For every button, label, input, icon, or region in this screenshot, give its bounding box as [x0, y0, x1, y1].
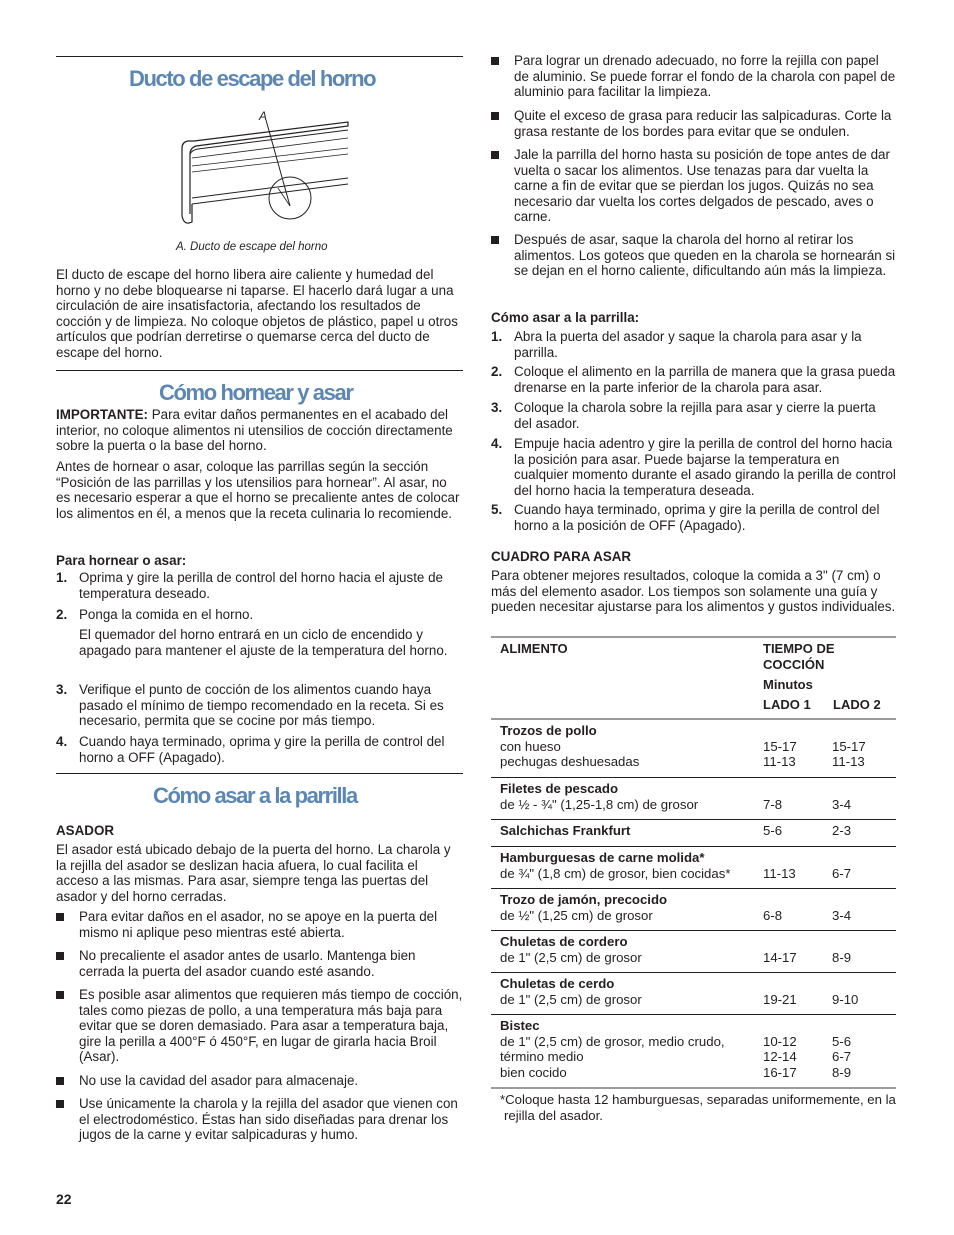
step-number: 4.: [491, 436, 503, 451]
broil-chart-intro: Para obtener mejores resultados, coloque la comida a 3" (7 cm) o más del elemento asador. Los tiempos son solamente una guía y pueden necesitar ajustarse para los alimentos y gustos individuales.: [491, 568, 896, 615]
oven-vent-illustration: [170, 108, 360, 238]
side1-time: 7-8: [763, 796, 783, 812]
step-text: Abra la puerta del asador y saque la charola para asar y la parrilla.: [514, 329, 862, 360]
table-bottom-rule: [491, 1087, 896, 1089]
bullet-text: Jale la parrilla del horno hasta su posición de tope antes de dar vuelta o sacar los alimentos. Use tenazas para dar vuelta la carne a fin de evitar que se pierdan los jugos. Quizás no sea necesario dar vuelta los cortes delgados de pescado, aves o carne.: [514, 147, 890, 225]
bullet-square-icon: [56, 1100, 64, 1108]
table-row-rule: [491, 846, 896, 847]
step-text: Oprima y gire la perilla de control del horno hacia el ajuste de temperatura deseado.: [79, 570, 443, 601]
side1-time: 16-17: [763, 1064, 797, 1080]
step-number: 2.: [56, 607, 68, 622]
bullet-text: Después de asar, saque la charola del horno al retirar los alimentos. Los goteos que queden en la charola se hornearán si se dejan en el horno caliente, dificultando aún más la limpieza.: [514, 232, 896, 279]
food-name: Trozos de pollo: [500, 723, 597, 738]
side2-time: 6-7: [832, 1049, 852, 1065]
col-header-side1: LADO 1: [763, 697, 811, 712]
food-detail: de ½ - ¾" (1,25-1,8 cm) de grosor: [500, 796, 699, 812]
step-number: 1.: [491, 329, 503, 344]
side1-time: 10-12: [763, 1033, 797, 1049]
col-header-side2: LADO 2: [833, 697, 881, 712]
bullet-text: Use únicamente la charola y la rejilla del asador que vienen con el electrodoméstico. Éstas han sido diseñadas para drenar los jugos de la carne y evitar salpicaduras y humo.: [79, 1096, 458, 1143]
section-rule: [56, 370, 463, 371]
bullet-square-icon: [56, 1077, 64, 1085]
section-title-duct: Ducto de escape del horno: [129, 66, 376, 91]
table-row-rule: [491, 930, 896, 931]
bullet-square-icon: [56, 991, 64, 999]
table-row-rule: [491, 777, 896, 778]
side2-time: 9-10: [832, 991, 859, 1007]
broil-chart-title: CUADRO PARA ASAR: [491, 549, 632, 564]
important-text: Para evitar daños permanentes en el acabado del interior, no coloque alimentos ni utensilios de cocción directamente sobre la puerta o la base del horno.: [56, 407, 453, 454]
side1-time: 14-17: [763, 949, 797, 965]
food-detail: de 1" (2,5 cm) de grosor: [500, 991, 642, 1007]
bullet-text: No use la cavidad del asador para almacenaje.: [79, 1073, 359, 1088]
side2-time: 15-17: [832, 738, 866, 754]
step-number: 3.: [56, 682, 68, 697]
bullet-square-icon: [56, 952, 64, 960]
bullet-square-icon: [491, 236, 499, 244]
bullet-text: Es posible asar alimentos que requieren más tiempo de cocción, tales como piezas de pollo, a una temperatura más baja para evitar que se doren demasiado. Para asar a temperatura baja, gire la perilla a 400°F ó 450°F, en lugar de girarla hacia Broil (Asar).: [79, 987, 463, 1065]
table-row-rule: [491, 1014, 896, 1015]
side2-time: 8-9: [832, 949, 852, 965]
col-header-time: TIEMPO DE COCCIÓN: [763, 641, 835, 672]
step-text: Coloque la charola sobre la rejilla para asar y cierre la puerta del asador.: [514, 400, 876, 431]
step-number: 3.: [491, 400, 503, 415]
table-row-rule: [491, 888, 896, 889]
food-detail: de 1" (2,5 cm) de grosor: [500, 949, 642, 965]
broil-steps-title: Cómo asar a la parrilla:: [491, 310, 640, 325]
side2-time: 2-3: [832, 823, 852, 838]
food-detail: bien cocido: [500, 1064, 567, 1080]
side2-time: 3-4: [832, 796, 852, 812]
food-detail: de ½" (1,25 cm) de grosor: [500, 907, 653, 923]
food-detail: de 1" (2,5 cm) de grosor, medio crudo,: [500, 1033, 725, 1049]
food-name: Salchichas Frankfurt: [500, 823, 631, 838]
section-title-bake: Cómo hornear y asar: [159, 380, 353, 405]
side1-time: 11-13: [763, 865, 796, 881]
food-detail: con hueso: [500, 738, 561, 754]
side1-time: 5-6: [763, 823, 783, 838]
table-row-rule: [491, 819, 896, 820]
bullet-text: Quite el exceso de grasa para reducir las salpicaduras. Corte la grasa restante de los bordes para evitar que se ondulen.: [514, 108, 892, 139]
bake-intro-text: Antes de hornear o asar, coloque las parrillas según la sección “Posición de las parrillas y los utensilios para hornear”. Al asar, no es necesario esperar a que el horno se precaliente antes de colocar los alimentos en él, a menos que la receta culinaria lo recomiende.: [56, 459, 460, 521]
asador-title: ASADOR: [56, 823, 115, 838]
step-number: 2.: [491, 364, 503, 379]
page-number: 22: [56, 1191, 72, 1207]
food-detail: pechugas deshuesadas: [500, 754, 640, 770]
side2-time: 5-6: [832, 1033, 852, 1049]
side1-time: 19-21: [763, 991, 797, 1007]
food-name: Bistec: [500, 1018, 540, 1033]
step-text: Empuje hacia adentro y gire la perilla de control del horno hacia la posición para asar. Puede bajarse la temperatura en cualquier momento durante el asado girando la perilla de control del horno hacia la temperatura deseada.: [514, 436, 896, 498]
important-paragraph: [56, 407, 463, 454]
food-name: Chuletas de cordero: [500, 934, 628, 949]
bullet-text: Para lograr un drenado adecuado, no forre la rejilla con papel de aluminio. Se puede forrar el fondo de la charola con papel de aluminio para facilitar la limpieza.: [514, 53, 896, 100]
step-text: Verifique el punto de cocción de los alimentos cuando haya pasado el mínimo de tiempo recomendado en la receta. Si es necesario, permita que se cocine por más tiempo.: [79, 682, 444, 729]
bake-steps-title: Para hornear o asar:: [56, 553, 187, 568]
table-footnote: *Coloque hasta 12 hamburguesas, separadas uniformemente, en la rejilla del asador.: [500, 1092, 896, 1123]
callout-label: A: [259, 109, 268, 123]
col-header-minutes: Minutos: [763, 677, 813, 692]
step-text: Ponga la comida en el horno.: [79, 607, 254, 622]
step-text: Coloque el alimento en la parrilla de manera que la grasa pueda drenarse en la parte inferior de la charola para asar.: [514, 364, 896, 395]
section-rule: [56, 56, 463, 57]
side2-time: 8-9: [832, 1064, 852, 1080]
food-name: Chuletas de cerdo: [500, 976, 615, 991]
bullet-square-icon: [491, 151, 499, 159]
side1-time: 11-13: [763, 754, 796, 770]
table-row-rule: [491, 972, 896, 973]
side1-time: 6-8: [763, 907, 783, 923]
step-text: Cuando haya terminado, oprima y gire la perilla de control del horno a OFF (Apagado).: [79, 734, 445, 765]
duct-body-text: El ducto de escape del horno libera aire caliente y humedad del horno y no debe bloquearse ni taparse. El hacerlo dará lugar a una circulación de aire insatisfactoria, afectando los resultados de cocción y de limpieza. No coloque objetos de plástico, papel u otros artículos que podrían derretirse o quemarse cerca del ducto de escape del horno.: [56, 267, 458, 360]
bullet-text: Para evitar daños en el asador, no se apoye en la puerta del mismo ni aplique peso mientras esté abierta.: [79, 909, 438, 940]
side2-time: 3-4: [832, 907, 852, 923]
side1-time: 15-17: [763, 738, 797, 754]
bullet-text: No precaliente el asador antes de usarlo. Mantenga bien cerrada la puerta del asador cuando esté asando.: [79, 948, 416, 979]
food-name: Hamburguesas de carne molida*: [500, 850, 705, 865]
bullet-square-icon: [56, 913, 64, 921]
figure-caption: A. Ducto de escape del horno: [176, 241, 328, 253]
food-name: Trozo de jamón, precocido: [500, 892, 668, 907]
side2-time: 6-7: [832, 865, 852, 881]
step-number: 1.: [56, 570, 68, 585]
step-text: El quemador del horno entrará en un ciclo de encendido y apagado para mantener el ajuste de la temperatura del horno.: [79, 627, 448, 658]
important-label: IMPORTANTE:: [56, 407, 148, 422]
food-name: Filetes de pescado: [500, 781, 618, 796]
side1-time: 12-14: [763, 1049, 797, 1065]
step-number: 5.: [491, 502, 503, 517]
food-detail: de ¾" (1,8 cm) de grosor, bien cocidas*: [500, 865, 731, 881]
bullet-square-icon: [491, 57, 499, 65]
col-header-food: ALIMENTO: [500, 641, 568, 656]
step-text: Cuando haya terminado, oprima y gire la perilla de control del horno a la posición de OFF (Apagado).: [514, 502, 880, 533]
bullet-square-icon: [491, 112, 499, 120]
food-detail: término medio: [500, 1049, 584, 1065]
asador-body-text: El asador está ubicado debajo de la puerta del horno. La charola y la rejilla del asador se deslizan hacia afuera, lo cual facilita el acceso a las mismas. Para asar, siempre tenga las puertas del asador y del horno cerradas.: [56, 842, 451, 904]
table-header-rule: [491, 718, 896, 720]
section-title-broil: Cómo asar a la parrilla: [153, 783, 357, 808]
step-number: 4.: [56, 734, 68, 749]
table-top-rule: [491, 636, 896, 638]
section-rule: [56, 773, 463, 774]
side2-time: 11-13: [832, 754, 865, 770]
